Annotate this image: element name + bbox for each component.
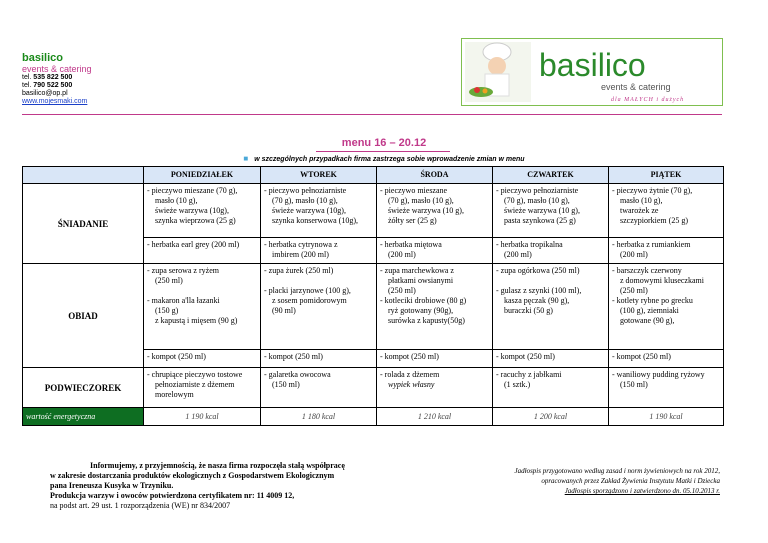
days-header-row — [23, 167, 724, 184]
menu-cell: - barszczyk czerwony z domowymi kluseczkami (250 ml) - kotlety rybne po grecku (100 g), ziemniaki gotowane (90 g), — [609, 264, 724, 350]
menu-cell: - kompot (250 ml) — [493, 350, 609, 368]
kcal-cell: 1 190 kcal — [144, 408, 261, 426]
logo-slogan: dla MAŁYCH i dużych — [611, 97, 685, 103]
eco-info: Informujemy, z przyjemnością, że nasza firma rozpoczęła stałą współpracę w zakresie dostarczania produktów ekologicznych z Gospodarstwem Ekologicznym pana Ireneusza Kusyka w Trzyniku. Produkcja warzyw i owoców potwierdzona certyfikatem nr: 11 4009 12, na podst art. 29 ust. 1 rozporządzenia (WE) nr 834/2007 — [50, 461, 345, 510]
breakfast-food-row — [23, 184, 724, 238]
kcal-cell: 1 190 kcal — [609, 408, 724, 426]
company-header — [22, 52, 92, 106]
day-header: PIĄTEK — [609, 167, 724, 184]
bullet-icon: ■ — [243, 154, 249, 163]
menu-cell: - rolada z dżemem wypiek własny — [377, 368, 493, 408]
basilico-logo — [461, 38, 723, 106]
menu-cell: - pieczywo mieszane (70 g), masło (10 g), świeże warzywa (10g), szynka wieprzowa (25 g) — [144, 184, 261, 238]
menu-cell: - chrupiące pieczywo tostowe pełnoziarniste z dżemem morelowym — [144, 368, 261, 408]
menu-cell: - zupa żurek (250 ml) - placki jarzynowe (100 g), z sosem pomidorowym (90 ml) — [261, 264, 377, 350]
snack-row — [23, 368, 724, 408]
brand-subtitle: events & catering — [22, 64, 92, 74]
brand-name: basilico — [22, 52, 63, 64]
menu-cell: - kompot (250 ml) — [609, 350, 724, 368]
menu-cell: - pieczywo pełnoziarniste (70 g), masło (10 g), świeże warzywa (10g), szynka konserwowa (10g), — [261, 184, 377, 238]
menu-cell: - herbatka tropikalna (200 ml) — [493, 238, 609, 264]
menu-cell: - herbatka cytrynowa z imbirem (200 ml) — [261, 238, 377, 264]
kcal-cell: 1 180 kcal — [261, 408, 377, 426]
weekly-menu-table — [22, 166, 724, 426]
title-underline — [316, 151, 450, 152]
menu-cell: - pieczywo żytnie (70 g), masło (10 g), twarożek ze szczypiorkiem (25 g) — [609, 184, 724, 238]
menu-cell: - kompot (250 ml) — [377, 350, 493, 368]
menu-title: menu 16 – 20.12 — [341, 137, 427, 149]
menu-cell: - galaretka owocowa (150 ml) — [261, 368, 377, 408]
menu-cell: - herbatka earl grey (200 ml) — [144, 238, 261, 264]
email: basilico@op.pl — [22, 90, 68, 97]
website-link[interactable]: www.mojesmaki.com — [22, 98, 88, 105]
phone-1: tel. 535 822 500 — [22, 74, 73, 81]
menu-cell: - zupa serowa z ryżem (250 ml) - makaron a'lla łazanki (150 g) z kapustą i mięsem (90 g) — [144, 264, 261, 350]
row-label-lunch: OBIAD — [23, 264, 144, 368]
menu-cell: - herbatka miętowa (200 ml) — [377, 238, 493, 264]
chef-kid-illustration — [465, 42, 531, 102]
kcal-cell: 1 210 kcal — [377, 408, 493, 426]
row-label-breakfast: ŚNIADANIE — [23, 184, 144, 264]
menu-cell: - zupa marchewkowa z płatkami owsianymi (250 ml) - kotleciki drobiowe (80 g) ryż gotowany (90g), surówka z kapusty(50g) — [377, 264, 493, 350]
logo-wordmark: basilico — [539, 47, 646, 83]
menu-note: ■ w szczególnych przypadkach firma zastrzega sobie wprowadzenie zmian w menu — [243, 154, 525, 163]
menu-cell: - pieczywo mieszane (70 g), masło (10 g), świeże warzywa (10 g), żółty ser (25 g) — [377, 184, 493, 238]
nutrition-info: Jadłospis przygotowano według zasad i norm żywieniowych na rok 2012, opracowanych przez Zakład Żywienia Instytutu Matki i Dziecka Jadłospis sporządzono i zatwierdzono dn. 05.10.2013 r. — [514, 467, 720, 495]
menu-cell: - pieczywo pełnoziarniste (70 g), masło (10 g), świeże warzywa (10 g), pasta szynkowa (25 g) — [493, 184, 609, 238]
menu-cell: - kompot (250 ml) — [144, 350, 261, 368]
phone-2: tel. 790 522 500 — [22, 82, 73, 89]
menu-cell: - waniliowy pudding ryżowy (150 ml) — [609, 368, 724, 408]
day-header: ŚRODA — [377, 167, 493, 184]
menu-cell: - racuchy z jabłkami (1 sztk.) — [493, 368, 609, 408]
menu-cell: - herbatka z rumiankiem (200 ml) — [609, 238, 724, 264]
logo-tagline: events & catering — [601, 82, 671, 92]
menu-cell: - kompot (250 ml) — [261, 350, 377, 368]
menu-cell: - zupa ogórkowa (250 ml) - gulasz z szynki (100 ml), kasza pęczak (90 g), buraczki (50 g) — [493, 264, 609, 350]
day-header: WTOREK — [261, 167, 377, 184]
day-header: CZWARTEK — [493, 167, 609, 184]
header-divider — [22, 114, 722, 115]
energy-row — [23, 408, 724, 426]
day-header: PONIEDZIAŁEK — [144, 167, 261, 184]
row-label-energy: wartość energetyczna — [23, 408, 144, 426]
kcal-cell: 1 200 kcal — [493, 408, 609, 426]
row-label-snack: PODWIECZOREK — [23, 368, 144, 408]
lunch-food-row — [23, 264, 724, 350]
corner-cell — [23, 167, 144, 184]
